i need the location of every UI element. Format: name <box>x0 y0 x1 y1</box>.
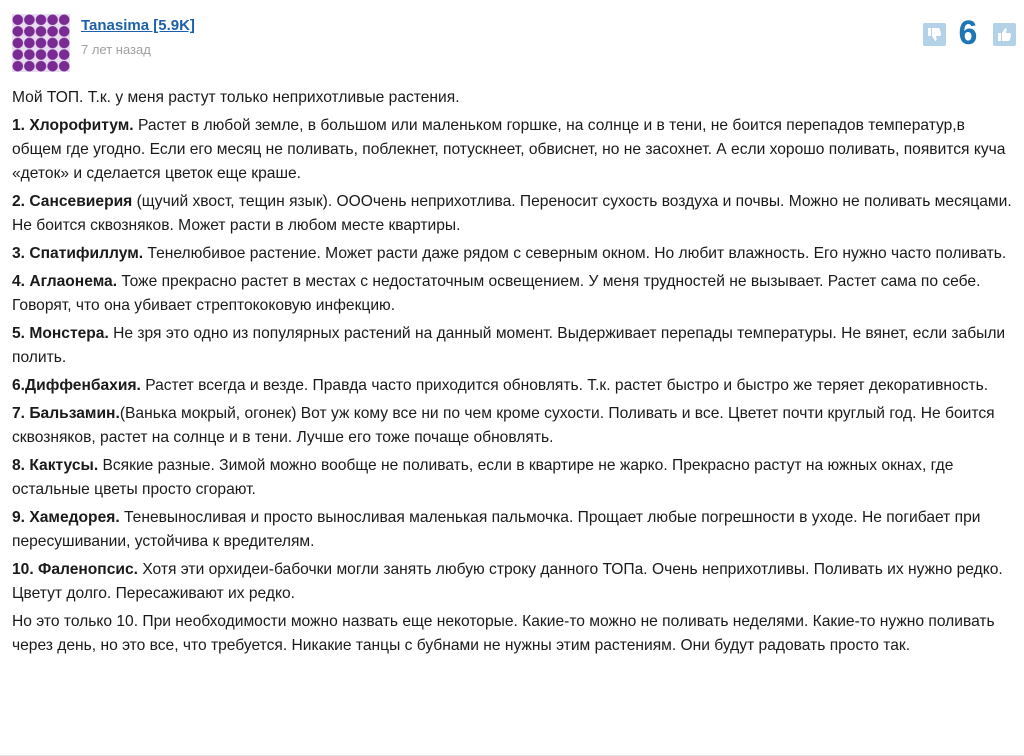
comment-header <box>12 14 1024 74</box>
list-item <box>12 114 1012 186</box>
author-block <box>81 17 195 35</box>
item-title: 9. Хамедорея. <box>12 509 120 526</box>
intro-paragraph: Мой ТОП. Т.к. у меня растут только неприхотливые растения. <box>12 89 460 106</box>
item-title: 5. Монстера. <box>12 325 109 342</box>
item-title: 3. Спатифиллум. <box>12 245 144 262</box>
timestamp: 7 лет назад <box>81 42 151 57</box>
item-title: 8. Кактусы. <box>12 457 99 474</box>
item-title: 6.Диффенбахия. <box>12 377 141 394</box>
author-link[interactable]: Tanasima [5.9K] <box>81 17 195 34</box>
list-item <box>12 454 1012 502</box>
item-text: (щучий хвост, тещин язык). ОООчень неприхотлива. Переносит сухость воздуха и почвы. Можно не поливать месяцами. Не боится сквозняков. Может расти в любом месте квартиры. <box>12 193 1012 234</box>
list-item <box>12 242 1012 266</box>
avatar[interactable] <box>12 14 70 72</box>
item-title: 2. Сансевиерия <box>12 193 133 210</box>
rating-score: 6 <box>958 14 978 52</box>
vote-down-button[interactable] <box>923 23 946 46</box>
list-item <box>12 402 1012 450</box>
outro-paragraph: Но это только 10. При необходимости можно назвать еще некоторые. Какие-то можно не поливать неделями. Какие-то нужно поливать через день, но это все, что требуется. Никакие танцы с бубнами не нужны этим растениям. Они будут радовать просто так. <box>12 613 995 654</box>
list-item <box>12 270 1012 318</box>
item-text: Растет всегда и везде. Правда часто приходится обновлять. Т.к. растет быстро и быстро же теряет декоративность. <box>140 377 989 394</box>
item-text: Тоже прекрасно растет в местах с недостаточным освещением. У меня трудностей не вызывает. Растет сама по себе. Говорят, что она убивает стрептококовую инфекцию. <box>12 273 981 314</box>
item-text: Всякие разные. Зимой можно вообще не поливать, если в квартире не жарко. Прекрасно растут на южных окнах, где остальные цветы просто сгорают. <box>12 457 954 498</box>
item-title: 1. Хлорофитум. <box>12 117 134 134</box>
item-title: 4. Аглаонема. <box>12 273 118 290</box>
item-title: 7. Бальзамин. <box>12 405 120 422</box>
list-item <box>12 322 1012 370</box>
item-text: Растет в любой земле, в большом или маленьком горшке, на солнце и в тени, не боится перепадов температур,в общем где угодно. Если его месяц не поливать, поблекнет, потускнеет, обвиснет, но не засохнет. А если хорошо поливать, появится куча «деток» и сделается цветок еще краше. <box>12 117 1006 182</box>
item-text: Теневыносливая и просто выносливая маленькая пальмочка. Прощает любые погрешности в уходе. Не погибает при пересушивании, устойчива к вредителям. <box>12 509 981 550</box>
list-item <box>12 374 1012 398</box>
item-text: Тенелюбивое растение. Может расти даже рядом с северным окном. Но любит влажность. Его нужно часто поливать. <box>143 245 1007 262</box>
comment-body <box>12 86 1012 662</box>
list-item <box>12 190 1012 238</box>
item-title: 10. Фаленопсис. <box>12 561 138 578</box>
thumbs-up-icon <box>996 26 1013 43</box>
vote-up-button[interactable] <box>993 23 1016 46</box>
thumbs-down-icon <box>926 26 943 43</box>
item-text: Хотя эти орхидеи-бабочки могли занять любую строку данного ТОПа. Очень неприхотливы. Поливать их нужно редко. Цветут долго. Пересаживают их редко. <box>12 561 1003 602</box>
list-item <box>12 558 1012 606</box>
item-text: Не зря это одно из популярных растений на данный момент. Выдерживает перепады температуры. Не вянет, если забыли полить. <box>12 325 1006 366</box>
item-text: (Ванька мокрый, огонек) Вот уж кому все ни по чем кроме сухости. Поливать и все. Цветет почти круглый год. Не боится сквозняков, растет на солнце и в тени. Лучше его тоже почаще обновлять. <box>12 405 995 446</box>
list-item <box>12 506 1012 554</box>
